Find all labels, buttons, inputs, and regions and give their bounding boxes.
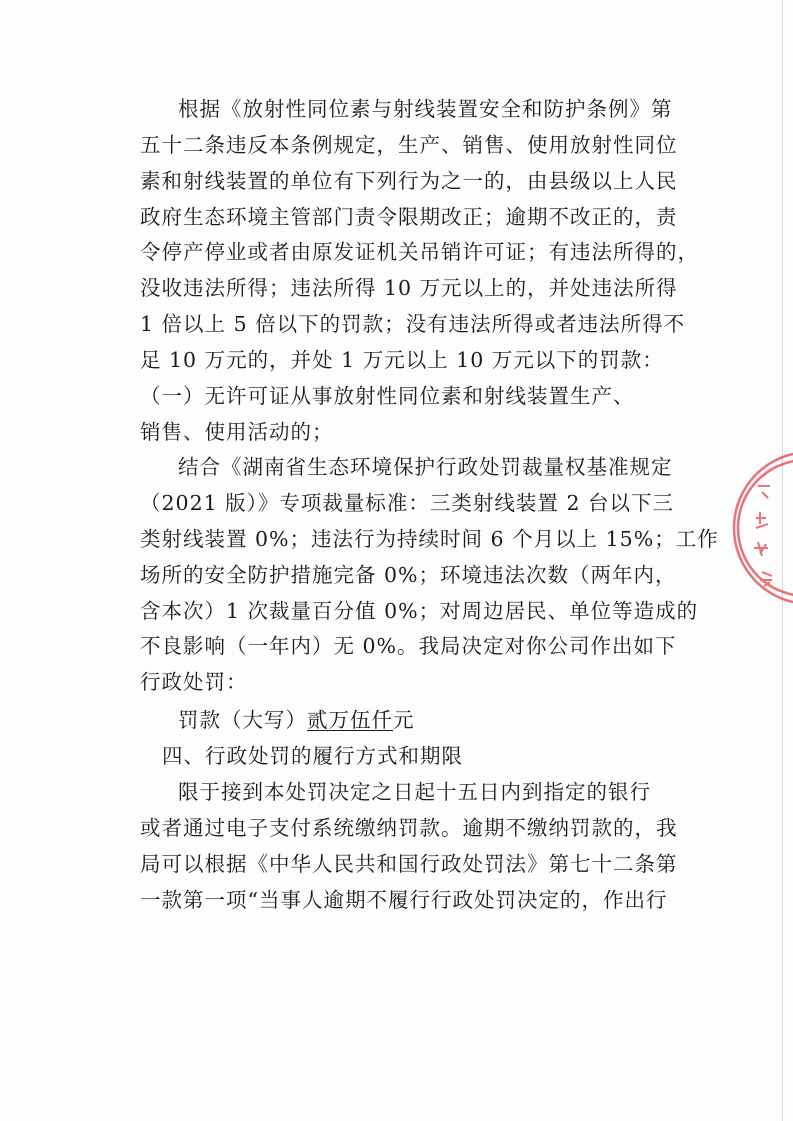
text-line: 销售、使用活动的； xyxy=(140,420,334,444)
text-line: 五十二条违反本条例规定，生产、销售、使用放射性同位 xyxy=(140,133,678,157)
text-line: 类射线装置 0%；违法行为持续时间 6 个月以上 15%；工作 xyxy=(140,527,719,551)
section-heading: 四、行政处罚的履行方式和期限 xyxy=(162,744,463,768)
official-seal-icon xyxy=(748,448,793,608)
text-line: 限于接到本处罚决定之日起十五日内到指定的银行 xyxy=(178,780,651,804)
text-line: 一款第一项“当事人逾期不履行行政处罚决定的，作出行 xyxy=(140,888,668,912)
text-line: 结合《湖南省生态环境保护行政处罚裁量权基准规定 xyxy=(178,455,673,479)
text-line: （一）无许可证从事放射性同位素和射线装置生产、 xyxy=(140,384,635,408)
text-line: 局可以根据《中华人民共和国行政处罚法》第七十二条第 xyxy=(140,852,678,876)
fine-prefix: 罚款（大写） xyxy=(178,708,307,732)
text-line: 没收违法所得；违法所得 10 万元以上的，并处违法所得 xyxy=(140,276,678,300)
text-line: 根据《放射性同位素与射线装置安全和防护条例》第 xyxy=(178,97,673,121)
text-line: 不良影响（一年内）无 0%。我局决定对你公司作出如下 xyxy=(140,634,677,658)
text-line: 含本次）1 次裁量百分值 0%；对周边居民、单位等造成的 xyxy=(140,599,699,623)
text-line: 行政处罚： xyxy=(140,670,248,694)
text-line: 场所的安全防护措施完备 0%；环境违法次数（两年内， xyxy=(140,563,677,587)
text-line: 政府生态环境主管部门责令限期改正；逾期不改正的，责 xyxy=(140,205,678,229)
text-line: （2021 版）》专项裁量标准：三类射线装置 2 台以下三 xyxy=(140,491,675,515)
text-line: 令停产停业或者由原发证机关吊销许可证；有违法所得的， xyxy=(140,240,699,264)
text-line: 1 倍以上 5 倍以下的罚款；没有违法所得或者违法所得不 xyxy=(140,312,686,336)
text-line: 足 10 万元的，并处 1 万元以上 10 万元以下的罚款： xyxy=(140,348,664,372)
text-line: 或者通过电子支付系统缴纳罚款。逾期不缴纳罚款的，我 xyxy=(140,816,678,840)
fine-line xyxy=(178,706,415,734)
text-line: 素和射线装置的单位有下列行为之一的，由县级以上人民 xyxy=(140,169,678,193)
fine-amount: 贰万伍仟 xyxy=(307,708,393,732)
fine-suffix: 元 xyxy=(393,708,415,732)
